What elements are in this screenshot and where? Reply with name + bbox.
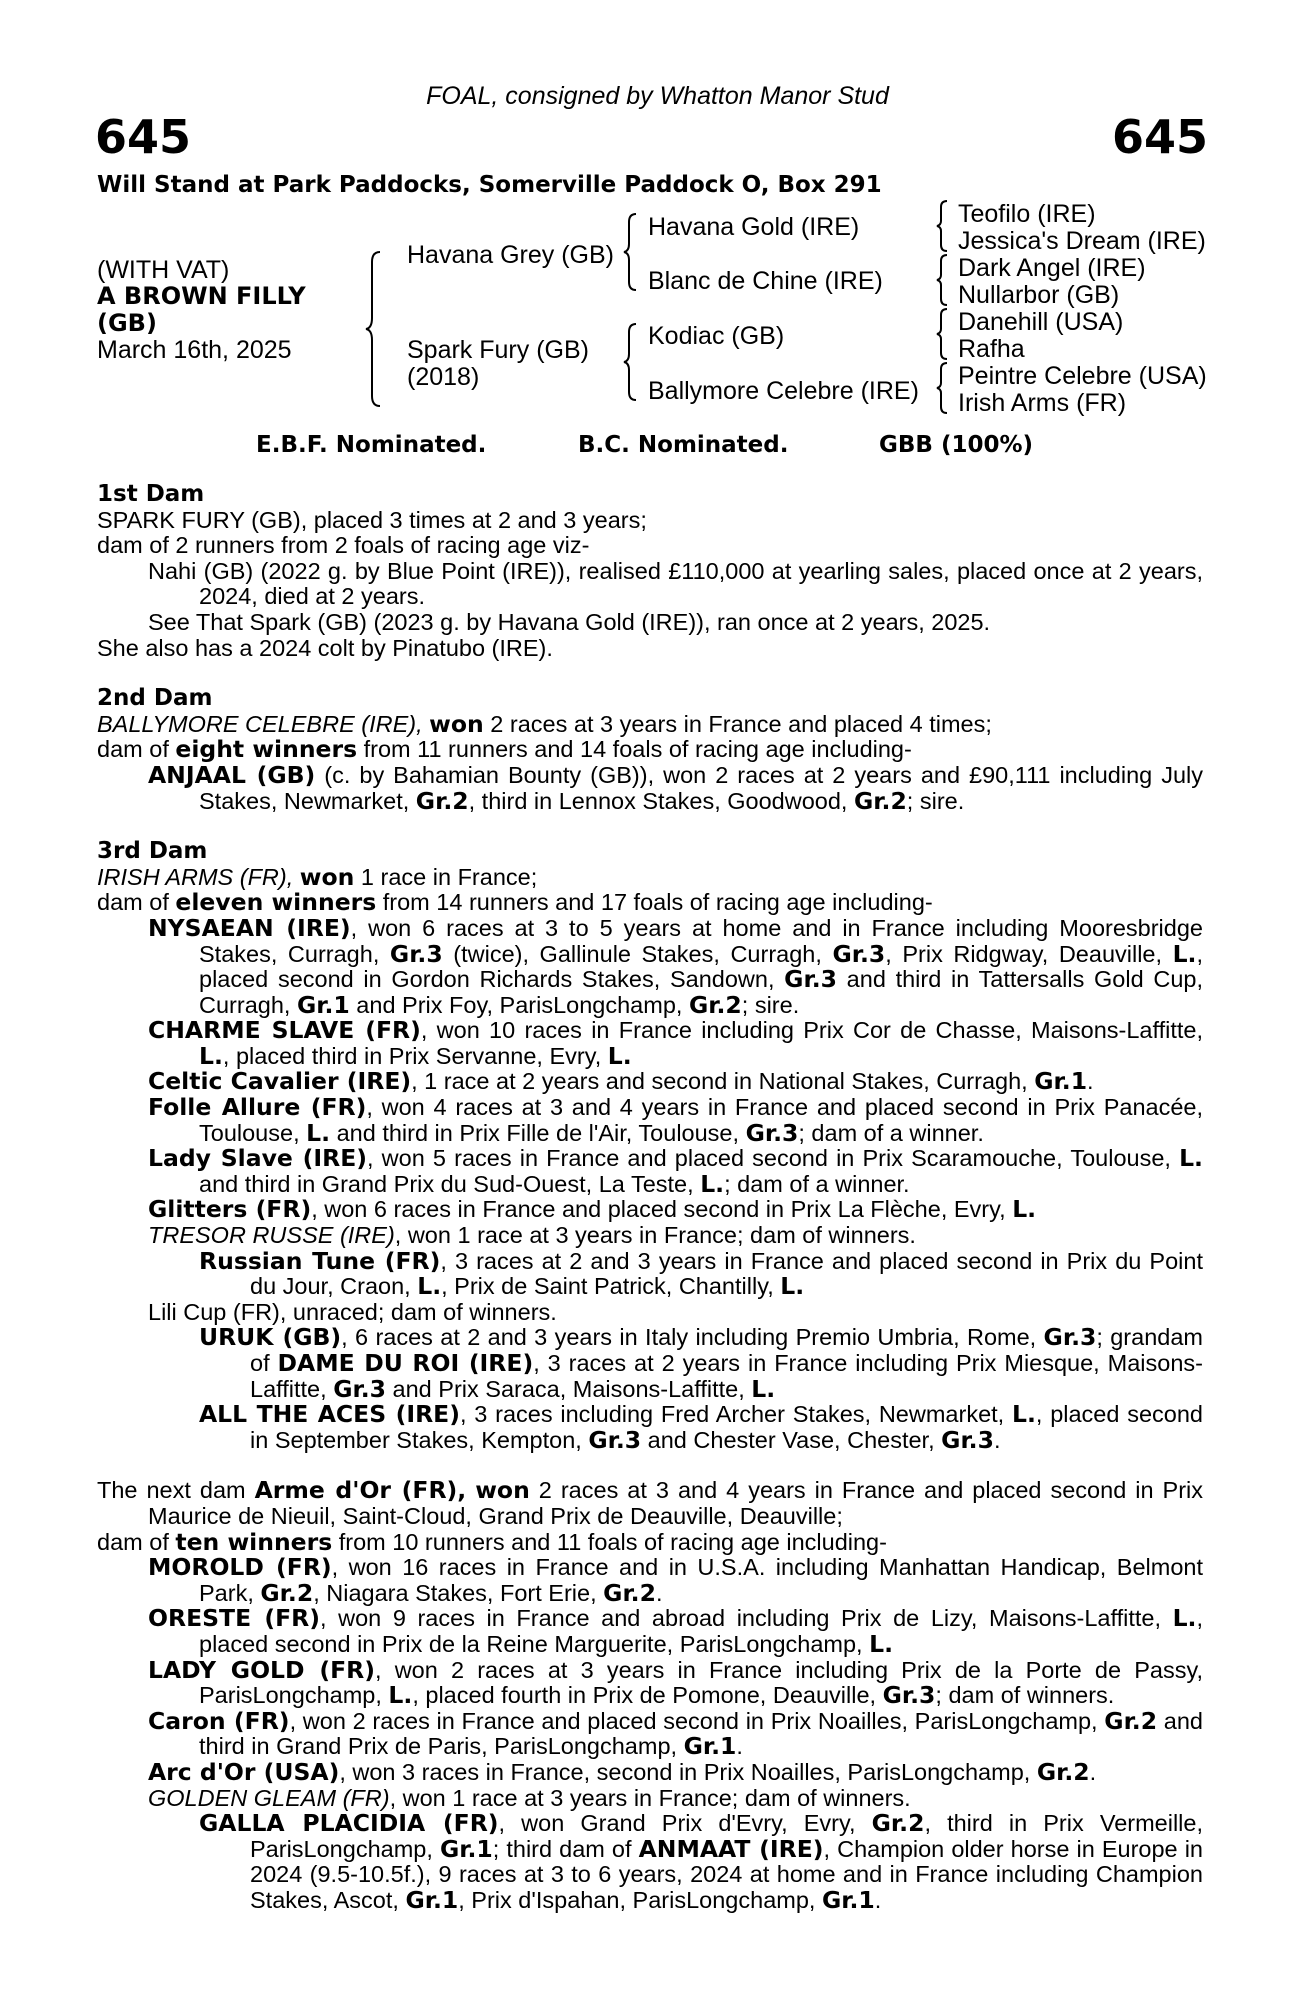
g3-2: Jessica's Dream (IRE) <box>958 227 1206 255</box>
sire-name: Havana Grey (GB) <box>407 241 615 269</box>
produce-caron: Caron (FR), won 2 races in France and placed second in Prix Noailles, ParisLongchamp, Gr.2 and third in Grand Prix de Paris, ParisLongchamp, Gr.1. <box>148 1706 1204 1761</box>
next-dam-line: The next dam Arme d'Or (FR), won 2 races at 3 and 4 years in France and placed second in Prix Maurice de Nieuil, Saint-Cloud, Grand Prix de Deauville, Deauville; <box>97 1476 1204 1529</box>
next-dam-progeny-intro: dam of ten winners from 10 runners and 11 foals of racing age including- <box>97 1527 887 1556</box>
g3-8: Irish Arms (FR) <box>958 389 1127 417</box>
produce-folle-allure: Folle Allure (FR), won 4 races at 3 and 4 years in France and placed second in Prix Panacée, Toulouse, L. and third in Prix Fille de l'Air, Toulouse, Gr.3; dam of a winner. <box>148 1093 1203 1147</box>
horse-origin: (GB) <box>97 309 157 337</box>
foaling-date: March 16th, 2025 <box>97 336 292 364</box>
produce-uruk: URUK (GB), 6 races at 2 and 3 years in Italy including Premio Umbria, Rome, Gr.3; grandam of DAME DU ROI (IRE), 3 races at 2 years in France including Prix Miesque, Maisons-Laffitte, Gr.3 and Prix Saraca, Maisons-Laffitte, L. <box>199 1323 1203 1403</box>
lot-number-left: 645 <box>95 110 192 164</box>
vat-label: (WITH VAT) <box>97 256 230 284</box>
second-dam-progeny-intro: dam of eight winners from 11 runners and 14 foals of racing age including- <box>97 735 912 764</box>
produce-all-the-aces: ALL THE ACES (IRE), 3 races including Fred Archer Stakes, Newmarket, L., placed second in September Stakes, Kempton, Gr.3 and Chester Vase, Chester, Gr.3. <box>199 1400 1204 1454</box>
produce-golden-gleam: GOLDEN GLEAM (FR), won 1 race at 3 years in France; dam of winners. <box>148 1784 911 1811</box>
produce-arc-dor: Arc d'Or (USA), won 3 races in France, second in Prix Noailles, ParisLongchamp, Gr.2. <box>148 1757 1097 1786</box>
g3-1: Teofilo (IRE) <box>958 200 1096 228</box>
first-dam-line: SPARK FURY (GB), placed 3 times at 2 and 3 years; <box>97 506 647 533</box>
produce-charme-slave: CHARME SLAVE (FR), won 10 races in France including Prix Cor de Chasse, Maisons-Laffitte, L., placed third in Prix Servanne, Evry, L. <box>148 1016 1204 1070</box>
dam-dam-name: Ballymore Celebre (IRE) <box>648 377 919 405</box>
g3-6: Rafha <box>958 335 1025 363</box>
produce-morold: MOROLD (FR), won 16 races in France and in U.S.A. including Manhattan Handicap, Belmont Park, Gr.2, Niagara Stakes, Fort Erie, Gr.2. <box>148 1553 1203 1607</box>
pedigree-brace-g3-4 <box>935 361 951 415</box>
horse-name: A BROWN FILLY <box>97 282 306 310</box>
produce-nysaean: NYSAEAN (IRE), won 6 races at 3 to 5 years at home and in France including Mooresbridge Stakes, Curragh, Gr.3 (twice), Gallinule Stakes, Curragh, Gr.3, Prix Ridgway, Deauville, L., placed second in Gordon Richards Stakes, Sandown, Gr.3 and third in Tattersalls Gold Cup, Curragh, Gr.1 and Prix Foy, ParisLongchamp, Gr.2; sire. <box>148 913 1204 1019</box>
g3-3: Dark Angel (IRE) <box>958 254 1146 282</box>
produce-lady-gold: LADY GOLD (FR), won 2 races at 3 years in France including Prix de la Porte de Passy, ParisLongchamp, L., placed fourth in Prix de Pomone, Deauville, Gr.3; dam of winners. <box>148 1655 1204 1710</box>
dam-year: (2018) <box>407 363 480 391</box>
pedigree-brace-sire <box>622 212 640 292</box>
produce-anjaal: ANJAAL (GB) (c. by Bahamian Bounty (GB)), won 2 races at 2 years and £90,111 including July Stakes, Newmarket, Gr.2, third in Lennox Stakes, Goodwood, Gr.2; sire. <box>148 760 1204 815</box>
produce-tresor-russe: TRESOR RUSSE (IRE), won 1 race at 3 years in France; dam of winners. <box>148 1222 916 1249</box>
produce-lady-slave: Lady Slave (IRE), won 5 races in France and placed second in Prix Scaramouche, Toulouse, L. and third in Grand Prix du Sud-Ouest, La Teste, L.; dam of a winner. <box>148 1144 1203 1198</box>
produce-russian-tune: Russian Tune (FR), 3 races at 2 and 3 years in France and placed second in Prix du Point du Jour, Craon, L., Prix de Saint Patrick, Chantilly, L. <box>199 1246 1203 1301</box>
g3-4: Nullarbor (GB) <box>958 281 1120 309</box>
catalogue-body <box>97 482 1203 1913</box>
consignment-line: FOAL, consigned by Whatton Manor Stud <box>426 82 889 110</box>
g3-7: Peintre Celebre (USA) <box>958 362 1207 390</box>
gbb-percentage: GBB (100%) <box>879 432 1034 458</box>
dam-sire-name: Kodiac (GB) <box>648 322 785 350</box>
produce-lili-cup: Lili Cup (FR), unraced; dam of winners. <box>148 1298 557 1325</box>
first-dam-progeny-intro: dam of 2 runners from 2 foals of racing age viz- <box>97 532 590 559</box>
dam-name: Spark Fury (GB) <box>407 336 589 364</box>
second-dam-line: BALLYMORE CELEBRE (IRE), won 2 races at 3 years in France and placed 4 times; <box>97 709 992 738</box>
third-dam-heading: 3rd Dam <box>97 838 208 865</box>
produce-see-that-spark: See That Spark (GB) (2023 g. by Havana Gold (IRE)), ran once at 2 years, 2025. <box>148 608 991 635</box>
bc-nomination: B.C. Nominated. <box>578 432 789 458</box>
stand-location: Will Stand at Park Paddocks, Somerville Paddock O, Box 291 <box>97 172 882 198</box>
ebf-nomination: E.B.F. Nominated. <box>256 432 487 458</box>
produce-celtic-cavalier: Celtic Cavalier (IRE), 1 race at 2 years and second in National Stakes, Curragh, Gr.1. <box>148 1067 1094 1096</box>
lot-number-right: 645 <box>1111 110 1208 164</box>
pedigree-brace-g3-3 <box>935 307 951 361</box>
produce-oreste: ORESTE (FR), won 9 races in France and abroad including Prix de Lizy, Maisons-Laffitte, L., placed second in Prix de la Reine Marguerite, ParisLongchamp, L. <box>148 1604 1203 1658</box>
pedigree-brace-dam <box>622 322 640 402</box>
produce-galla-placidia: GALLA PLACIDIA (FR), won Grand Prix d'Evry, Evry, Gr.2, third in Prix Vermeille, ParisLongchamp, Gr.1; third dam of ANMAAT (IRE), Champion older horse in Europe in 2024 (9.5-10.5f.), 9 races at 3 to 6 years, 2024 at home and in France including Champion Stakes, Ascot, Gr.1, Prix d'Ispahan, ParisLongchamp, Gr.1. <box>199 1809 1203 1914</box>
produce-nahi: Nahi (GB) (2022 g. by Blue Point (IRE)), realised £110,000 at yearling sales, placed once at 2 years, 2024, died at 2 years. <box>148 557 1203 610</box>
third-dam-progeny-intro: dam of eleven winners from 14 runners and 17 foals of racing age including- <box>97 888 933 917</box>
third-dam-line: IRISH ARMS (FR), won 1 race in France; <box>97 862 538 891</box>
pedigree-brace-g3-2 <box>935 253 951 307</box>
second-dam-heading: 2nd Dam <box>97 685 213 712</box>
pedigree-brace-g3-1 <box>935 199 951 253</box>
pedigree-brace-main <box>364 250 384 408</box>
first-dam-heading: 1st Dam <box>97 481 205 507</box>
produce-glitters: Glitters (FR), won 6 races in France and placed second in Prix La Flèche, Evry, L. <box>148 1195 1037 1224</box>
g3-5: Danehill (USA) <box>958 308 1124 336</box>
sire-sire-name: Havana Gold (IRE) <box>648 213 860 241</box>
first-dam-also: She also has a 2024 colt by Pinatubo (IRE). <box>97 634 553 661</box>
sire-dam-name: Blanc de Chine (IRE) <box>648 267 883 295</box>
